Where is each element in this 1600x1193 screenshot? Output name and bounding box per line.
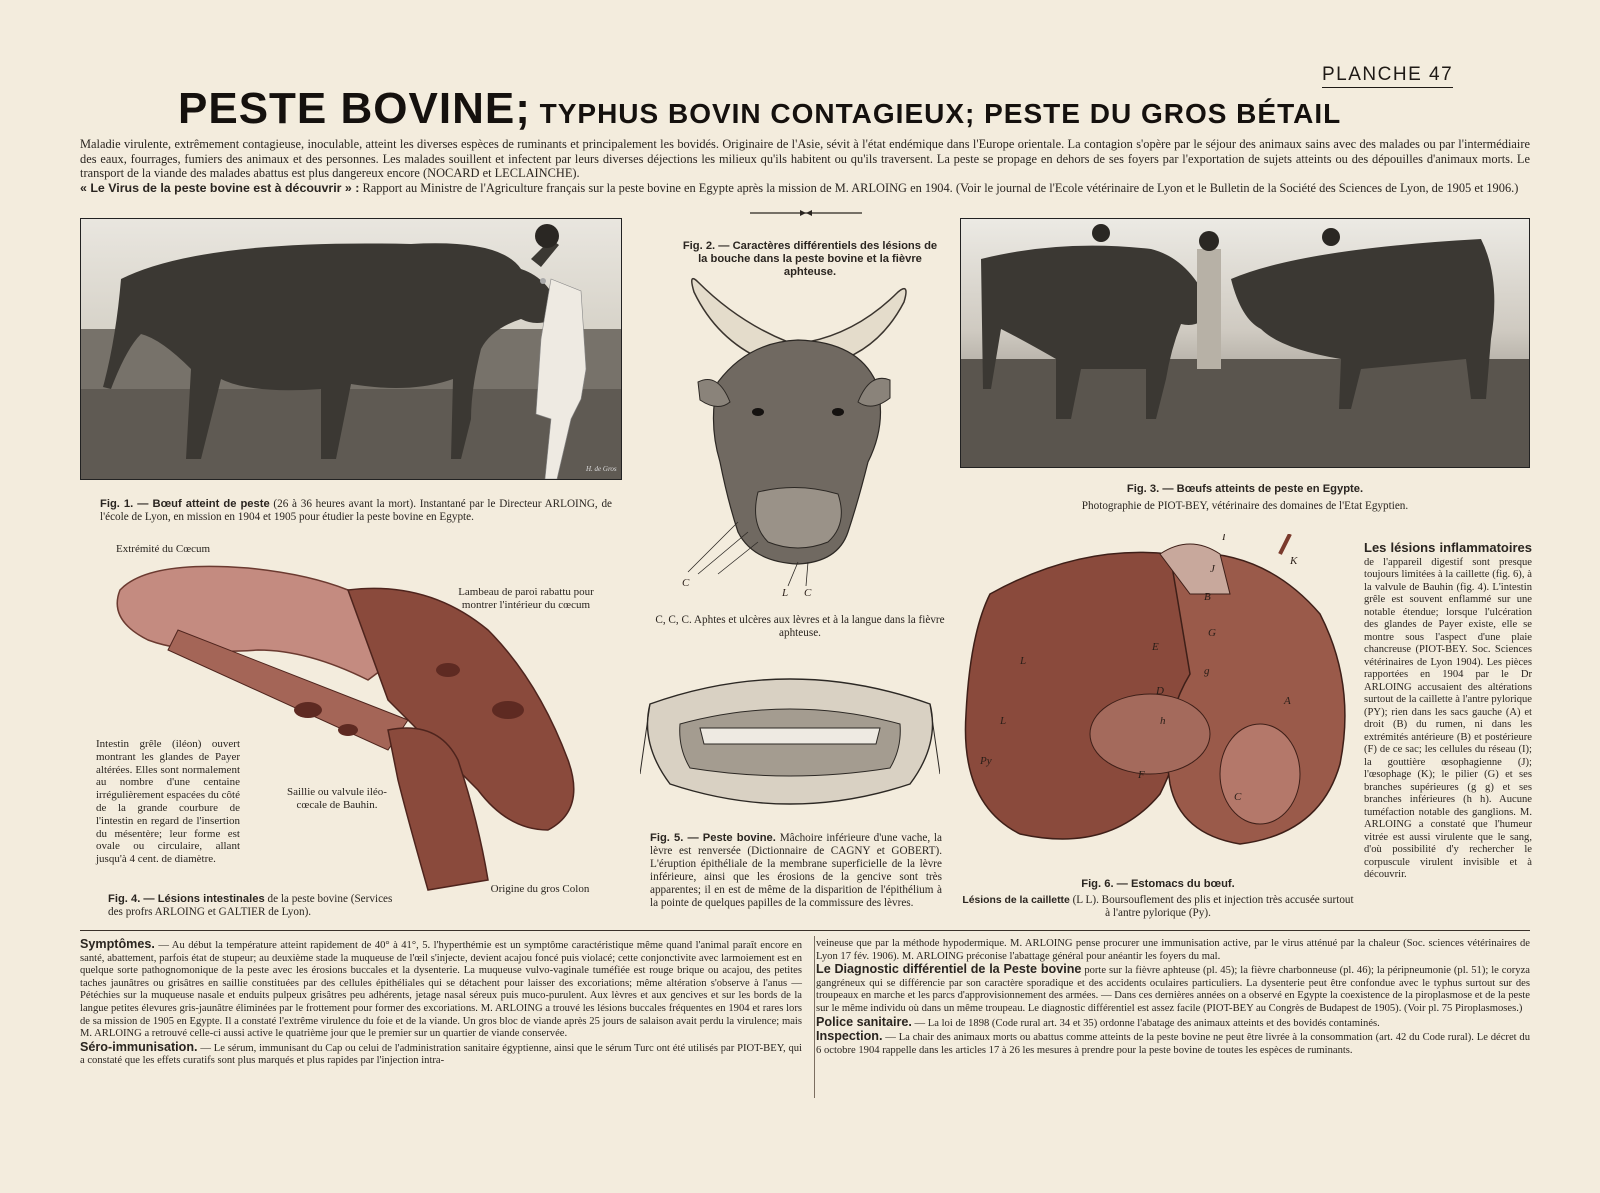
sero-text: — Le sérum, immunisant du Cap ou celui de l'administration sanitaire égyptienne, ainsi que le sérum Turc ont été utilisés par PIOT-BEY, qui a constaté que les effets curatifs sont plus marqués et plus rapides par l'injection intra- [80, 1042, 802, 1067]
fig3-caption [1000, 483, 1490, 513]
fig5-caption [650, 832, 942, 910]
column-divider [814, 936, 815, 1098]
fig6-letter-py: Py [980, 755, 992, 767]
fig6-letter-j: J [1210, 563, 1215, 575]
fig6-letter-f: F [1138, 769, 1145, 781]
fig6-caption [960, 878, 1356, 920]
fig1-signature: H. de Gros [586, 465, 617, 473]
side-column [1364, 542, 1532, 882]
symptoms-heading: Symptômes. [80, 937, 155, 951]
bottom-divider [80, 930, 1530, 931]
sero-heading: Séro-immunisation. [80, 1039, 198, 1054]
fig6-letter-h: h [1160, 715, 1166, 727]
fig4-caption [108, 893, 408, 919]
fig4-top-label: Extrémité du Cœcum [116, 543, 211, 555]
fig3-text: Photographie de PIOT-BEY, vétérinaire des domaines de l'Etat Egyptien. [1081, 500, 1409, 512]
bottom-left-column [80, 938, 802, 1068]
title-main: PESTE BOVINE; [178, 84, 531, 133]
fig6-letter-d: D [1156, 685, 1164, 697]
diagnostic-text: porte sur la fièvre aphteuse (pl. 45); la fièvre charbonneuse (pl. 46); la péripneumonie (pl. 51); le coryza gangréneux qui se différencie par son caractère sporadique et des accidents oculaires particuliers. La dysenterie peut être confondue avec le typhus surtout sur des troupeaux en marche et les parcs d'approvisionnement des armées. — Dans ces dernières années on a observé en Egypte la coexistence de la piroplasmose et de la peste sur le même individu où dans un même troupeau. Le diagnostic différentiel est assez facile (PIOT-BEY au Congrès de Budapest de 1905). (Voir pl. 75 Piroplasmoses.) [816, 965, 1530, 1014]
fig2-ox-head-engraving [658, 262, 930, 602]
fig2-note: C, C, C. Aphtes et ulcères aux lèvres et à la langue dans la fièvre aphteuse. [655, 614, 945, 639]
inspection-text: — La chair des animaux morts ou abattus comme atteints de la peste bovine ne peut être livrée à la consommation (art. 42 du Code rural). Le décret du 6 octobre 1904 rappelle dans les articles 17 à 26 les mesures à prendre pour la peste bovine de toutes les espèces de ruminants. [816, 1032, 1530, 1056]
fig3-photo [960, 218, 1530, 468]
police-heading: Police sanitaire. [816, 1014, 912, 1029]
fig5-text: Mâchoire inférieure d'une vache, la lèvre est renversée (Dictionnaire de CAGNY et GOBERT). L'éruption épithéliale de la membrane superficielle de la lèvre inférieure, ainsi que les érosions de la gencive sont très apparentes; il en est de même de la disparition de l'épithélium à la pointe de quelques papilles de la commissure des lèvres. [650, 832, 943, 909]
fig1-photo [80, 218, 622, 480]
fig4-text: de la peste bovine (Services des profrs ARLOING et GALTIER de Lyon). [108, 893, 393, 918]
man-center [1197, 249, 1221, 369]
fig6-text: (L L). Boursouflement des plis et injection très accusée surtout à l'antre pylorique (Py). [1069, 894, 1354, 919]
fig2-mark-c1: C [682, 577, 690, 589]
fig2-mark-c2: C [804, 587, 812, 599]
fig6-letter-i: I [1222, 534, 1226, 543]
police-text: — La loi de 1898 (Code rural art. 34 et 35) ordonne l'abatage des animaux atteints et des bovidés contaminés. [911, 1017, 1380, 1029]
side-heading: Les lésions inflammatoires [1364, 540, 1532, 555]
ornament-divider [750, 209, 862, 217]
fig5-jaw-engraving [640, 664, 940, 814]
fig6-label: Fig. 6. — Estomacs du bœuf. [1081, 878, 1235, 890]
intro-text: Maladie virulente, extrêmement contagieuse, inoculable, atteint les diverses espèces de ruminants et principalement les bovidés. Originaire de l'Asie, sévit à l'état endémique dans l'Europe orientale. La contagion s'opère par le séjour des animaux sains avec des malades ou par l'intermédiaire des eaux, fourrages, fumiers des animaux et des personnes. Les malades souillent et infectent par leurs diverses déjections les milieux qu'ils habitent ou qu'ils traversent. La peste se propage en dehors de ses foyers par l'exportation de sujets atteints ou des dépouilles d'animaux morts. Le transport de la viande des malades abattus est plus dangereux encore (NOCARD et LECLAINCHE). [80, 137, 1530, 181]
diagnostic-heading: Le Diagnostic différentiel de la Peste bovine [816, 962, 1082, 977]
fig6-letter-g-small: g [1204, 665, 1210, 677]
fig6-letter-a: A [1284, 695, 1291, 707]
fig1-text: (26 à 36 heures avant la mort). Instantané par le Directeur ARLOING, de l'école de Lyon, en mission en 1904 et 1905 pour étudier la peste bovine en Egypte. [100, 498, 613, 523]
fig6-letter-e: E [1152, 641, 1159, 653]
fig1-caption [100, 498, 612, 524]
side-text: de l'appareil digestif sont presque toujours limitées à la caillette (fig. 6), à la valvule de Bauhin (fig. 4). L'intestin grêle est souvent enflammé sur une notable étendue; lorsque l'ulcération des glandes de Payer existe, elle se montre sous l'aspect d'une plaie chancreuse (PIOT-BEY. Soc. Sciences vétérinaires de Lyon 1904). Les pièces rapportées en 1904 par le Dr ARLOING accusaient des altérations surtout de la caillette à l'antre pylorique (PY); rien dans les sacs gauche (A) et droit (B) du rumen, ni dans les extrémités antérieure (B) et postérieure (F) de ce sac; les cellules du réseau (I); la gouttière œsophagienne (J); l'œsophage (K); le pilier (G) et ses branches supérieures (g g) et ses branches inférieures (h h). Aucune tuméfaction notable des ganglions. M. ARLOING a constaté que l'humeur vitrée est aussi virulente que le sang, d'où possibilité d'y rechercher le corpuscule virulent invisible et à découvrir. [1364, 556, 1532, 880]
inspection-heading: Inspection. [816, 1029, 883, 1044]
fig6-letter-l1: L [1020, 655, 1027, 667]
fig4-intestine-label: Intestin grêle (iléon) ouvert montrant les glandes de Payer altérées. Elles sont normalement au nombre d'une centaine irrégulièrement espacées du côté de la grande courbure de l'intestin en regard de l'insertion du mésentère; leur forme est ovale ou circulaire, allant jusqu'à 4 cent. de diamètre. [96, 738, 240, 866]
title-sub: TYPHUS BOVIN CONTAGIEUX; PESTE DU GROS BÉTAIL [530, 98, 1342, 129]
fig6-letter-c: C [1234, 791, 1242, 803]
fig6-letter-k: K [1290, 555, 1298, 567]
fig6-stomach-illustration [960, 534, 1356, 874]
fig6-letter-g: G [1208, 627, 1216, 639]
fig5-label: Fig. 5. — Peste bovine. [650, 832, 776, 844]
sero-continued: veineuse que par la méthode hypodermique. M. ARLOING pense procurer une immunisation active, par le virus atténué par la chaleur (Soc. sciences vétérinaires de Lyon 17 fév. 1906). M. ARLOING préconise l'abattage général pour anéantir les foyers du mal. [816, 938, 1530, 962]
fig6-letter-l2: L [1000, 715, 1007, 727]
fig4-origin-label: Origine du gros Colon [490, 883, 590, 895]
symptoms-text: — Au début la température atteint rapidement de 40° à 41°, 5. l'hyperthémie est un symptôme caractéristique même quand l'animal paraît encore en santé, abattement, parfois état de stupeur; au deuxième stade la muqueuse de l'œil s'injecte, devient acajou foncé puis violacé; cette conjonctivite avec larmoiement est en quelque sorte pathognomonique de la peste avec les érosions buccales et la dysenterie. La muqueuse vulvo-vaginale tuméfiée est rouge brique ou acajou, des petites taches jaunâtres ou grisâtres en saillie constituées par des cellules épithéliales qui se détachent pour laisser des excoriations; même altération s'observe à l'anus — Pétéchies sur la muqueuse nasale et enduits pulpeux grisâtres peu adhérents, jetage nasal séreux puis muco-purulent. Aux lèvres et aux gencives et sur les bords de la langue petites élevures gris-jaunâtre éliminées par le frottement pour former des excoriations. M. ARLOING a trouvé les lésions buccales fréquentes en 1904 et rares lors de sa mission de 1905 en Egypte. Il a constaté l'extrême virulence du foie et de la viande. Un gros bloc de viande après 25 jours de salaison avait perdu la virulence; mais M. ARLOING a retrouvé celle-ci aussi active le quatrième jour que le premier sur un quartier de viande conservée. [80, 940, 802, 1040]
fig3-label: Fig. 3. — Bœufs atteints de peste en Egypte. [1126, 483, 1364, 495]
fig4-valve-label: Saillie ou valvule iléo-cœcale de Bauhin. [287, 786, 387, 811]
fig2-label: Fig. 2. — Caractères différentiels des lésions de la bouche dans la peste bovine et la fièvre aphteuse. [682, 240, 938, 278]
intro-lead: « Le Virus de la peste bovine est à découvrir » : [80, 180, 360, 195]
fig2-mark-l: L [782, 587, 789, 599]
plate-number: PLANCHE 47 [1322, 64, 1453, 88]
fig4-label: Fig. 4. — Lésions intestinales [108, 893, 265, 905]
intro-rest: Rapport au Ministre de l'Agriculture français sur la peste bovine en Egypte après la mission de M. ARLOING en 1904. (Voir le journal de l'Ecole vétérinaire de Lyon et le Bulletin de la Société des Sciences de Lyon, de 1905 et 1906.) [359, 180, 1519, 195]
fig6-sublabel: Lésions de la caillette [962, 895, 1070, 906]
fig1-label: Fig. 1. — Bœuf atteint de peste [100, 498, 270, 510]
page-title [178, 84, 1438, 134]
fig6-letter-b: B [1204, 591, 1211, 603]
fig4-flap-label: Lambeau de paroi rabattu pour montrer l'intérieur du cœcum [458, 586, 594, 611]
intro-paragraph [80, 137, 1530, 195]
bottom-right-column [816, 938, 1530, 1057]
